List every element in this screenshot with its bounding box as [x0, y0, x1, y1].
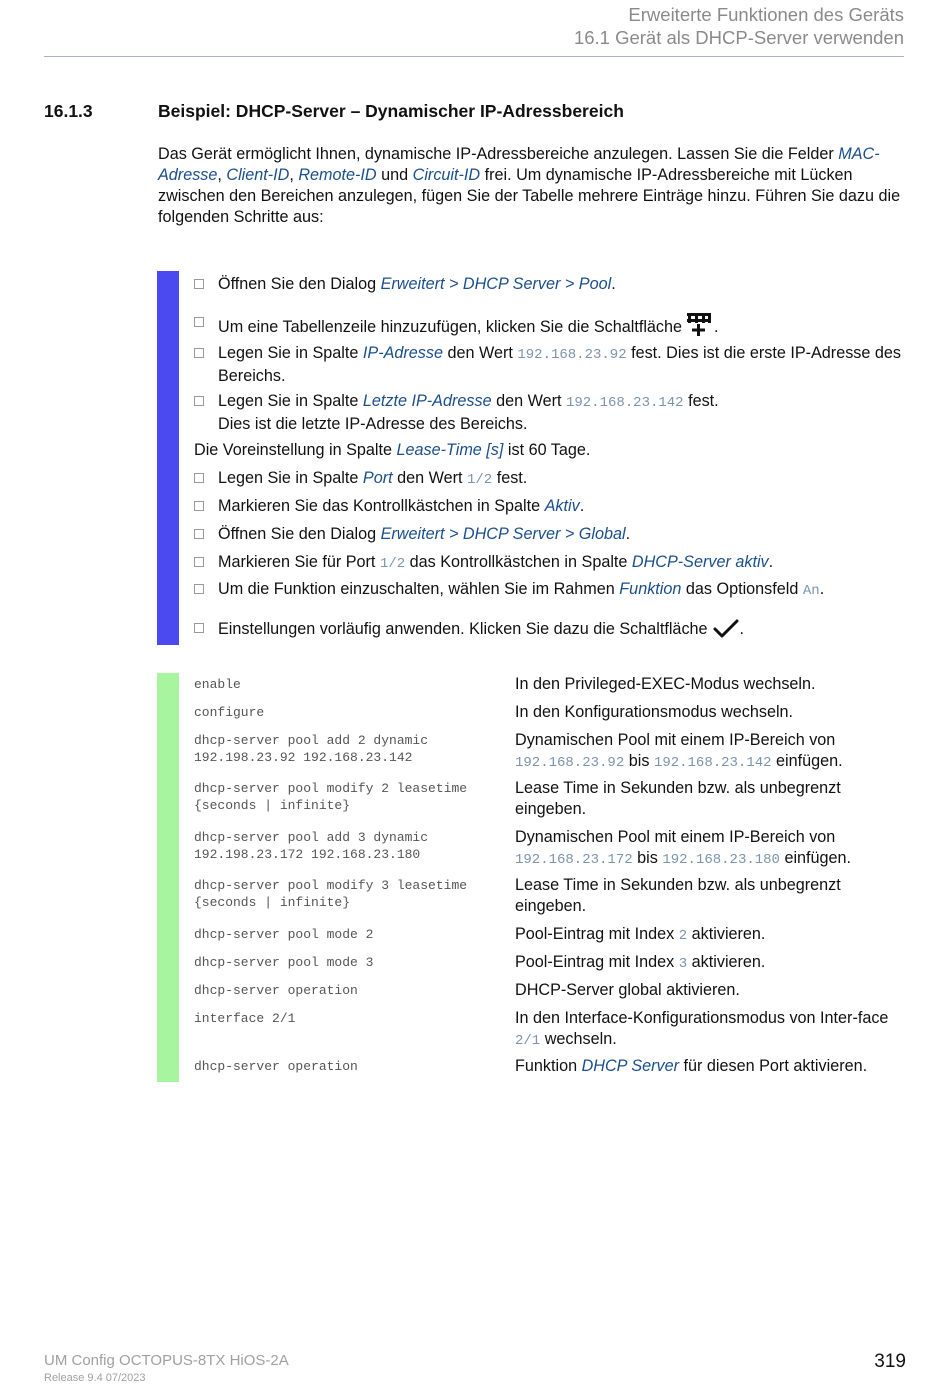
value-first-ip: 192.168.23.92: [517, 347, 627, 363]
option-an: An: [802, 583, 820, 599]
cli-description: In den Privileged-EXEC-Modus wechseln.: [515, 675, 816, 693]
cli-description: Funktion DHCP Server für diesen Port aktivieren.: [515, 1057, 868, 1075]
menu-path-global: Erweitert > DHCP Server > Global: [380, 525, 626, 543]
cli-description: Dynamischen Pool mit einem IP-Bereich von 192.168.23.172 bis 192.168.23.180 einfügen.: [515, 828, 852, 868]
footer-release: Release 9.4 07/2023: [44, 1372, 146, 1384]
cli-command: dhcp-server pool mode 3: [194, 955, 374, 970]
cli-description: In den Interface-Konfigurationsmodus von Inter-face 2/1 wechseln.: [515, 1009, 889, 1049]
cli-command: dhcp-server pool mode 2: [194, 927, 374, 942]
cli-command: dhcp-server pool add 2 dynamic 192.198.23.92 192.168.23.142: [194, 733, 429, 765]
intro-paragraph: Das Gerät ermöglicht Ihnen, dynamische IP-Adressbereiche anzulegen. Lassen Sie die Felder MAC-Adresse, Client-ID, Remote-ID und Circuit-ID frei. Um dynamische IP-Adressbereiche mit Lücken zwischen den Bereichen anzulegen, fügen Sie der Tabelle mehrere Einträge hinzu. Führen Sie dazu die folgenden Schritte aus:: [158, 145, 901, 226]
cli-description: Pool-Eintrag mit Index 3 aktivieren.: [515, 953, 766, 972]
cli-description: Lease Time in Sekunden bzw. als unbegrenzt eingeben.: [515, 876, 841, 915]
cli-command: dhcp-server pool add 3 dynamic 192.198.23.172 192.168.23.180: [194, 830, 429, 862]
cli-command: configure: [194, 705, 265, 720]
field-circuit-id: Circuit-ID: [412, 166, 481, 184]
cli-command: enable: [194, 677, 241, 692]
cli-command: dhcp-server pool modify 2 leasetime {seconds | infinite}: [194, 781, 468, 813]
cli-command: dhcp-server operation: [194, 1059, 358, 1074]
cli-description: Pool-Eintrag mit Index 2 aktivieren.: [515, 925, 766, 944]
step-set-port: Legen Sie in Spalte Port den Wert 1/2 fest.: [194, 468, 904, 491]
cli-command: dhcp-server operation: [194, 983, 358, 998]
note-lease-time: Die Voreinstellung in Spalte Lease-Time [s] ist 60 Tage.: [194, 441, 591, 459]
step-checkbox: [194, 501, 204, 511]
cli-command: interface 2/1: [194, 1011, 296, 1026]
page-number: 319: [874, 1351, 906, 1372]
frame-funktion: Funktion: [619, 580, 682, 598]
column-lease-time: Lease-Time [s]: [396, 441, 504, 459]
header-rule: [44, 56, 904, 57]
step-add-row: Um eine Tabellenzeile hinzuzufügen, klicken Sie die Schaltfläche .: [194, 312, 904, 344]
field-mac-adresse: MAC-Adresse: [158, 145, 880, 184]
step-enable-function: Um die Funktion einzuschalten, wählen Sie im Rahmen Funktion das Optionsfeld An.: [194, 579, 904, 602]
checkmark-icon: [712, 618, 740, 646]
step-checkbox: [194, 557, 204, 567]
step-set-ip-address: Legen Sie in Spalte IP-Adresse den Wert 192.168.23.92 fest. Dies ist die erste IP-Adresse des Bereichs.: [194, 343, 904, 387]
step-checkbox: [194, 396, 204, 406]
step-set-last-ip-address: Legen Sie in Spalte Letzte IP-Adresse den Wert 192.168.23.142 fest. Dies ist die letzte IP-Adresse des Bereichs.: [194, 391, 904, 435]
section-number: 16.1.3: [44, 101, 93, 121]
cli-instructions-bar: [157, 673, 179, 1082]
step-checkbox: [194, 529, 204, 539]
column-aktiv: Aktiv: [544, 497, 580, 515]
step-mark-active: Markieren Sie das Kontrollkästchen in Spalte Aktiv.: [194, 496, 904, 517]
step-apply-settings: Einstellungen vorläufig anwenden. Klicken Sie dazu die Schaltfläche .: [194, 618, 904, 646]
footer-document-name: UM Config OCTOPUS-8TX HiOS-2A: [44, 1352, 289, 1369]
step-checkbox: [194, 317, 204, 327]
cli-command: dhcp-server pool modify 3 leasetime {seconds | infinite}: [194, 878, 468, 910]
menu-path-pool: Erweitert > DHCP Server > Pool: [380, 275, 612, 293]
step-checkbox: [194, 584, 204, 594]
column-letzte-ip-adresse: Letzte IP-Adresse: [362, 392, 492, 410]
field-client-id: Client-ID: [226, 166, 290, 184]
gui-instructions-bar: [157, 271, 179, 645]
section-title: Beispiel: DHCP-Server – Dynamischer IP-Adressbereich: [158, 101, 624, 121]
field-remote-id: Remote-ID: [298, 166, 377, 184]
cli-description: Lease Time in Sekunden bzw. als unbegrenzt eingeben.: [515, 779, 841, 818]
value-last-ip: 192.168.23.142: [565, 395, 684, 411]
running-header-section: 16.1 Gerät als DHCP-Server verwenden: [573, 27, 904, 48]
cli-description: In den Konfigurationsmodus wechseln.: [515, 703, 794, 721]
step-mark-dhcp-server-active: Markieren Sie für Port 1/2 das Kontrollkästchen in Spalte DHCP-Server aktiv.: [194, 552, 904, 575]
step-checkbox: [194, 623, 204, 633]
step-open-pool-dialog: Öffnen Sie den Dialog Erweitert > DHCP Server > Pool.: [194, 274, 904, 295]
add-table-row-icon: [686, 312, 714, 344]
step-checkbox: [194, 348, 204, 358]
step-checkbox: [194, 279, 204, 289]
cli-description: Dynamischen Pool mit einem IP-Bereich von 192.168.23.92 bis 192.168.23.142 einfügen.: [515, 731, 843, 771]
cli-description: DHCP-Server global aktivieren.: [515, 981, 740, 999]
running-header-chapter: Erweiterte Funktionen des Geräts: [628, 4, 904, 25]
column-dhcp-server-aktiv: DHCP-Server aktiv: [631, 553, 769, 571]
value-port: 1/2: [467, 472, 493, 488]
step-open-global-dialog: Öffnen Sie den Dialog Erweitert > DHCP Server > Global.: [194, 524, 904, 545]
column-ip-adresse: IP-Adresse: [362, 344, 443, 362]
step-checkbox: [194, 473, 204, 483]
column-port: Port: [362, 469, 393, 487]
value-port: 1/2: [379, 556, 406, 572]
